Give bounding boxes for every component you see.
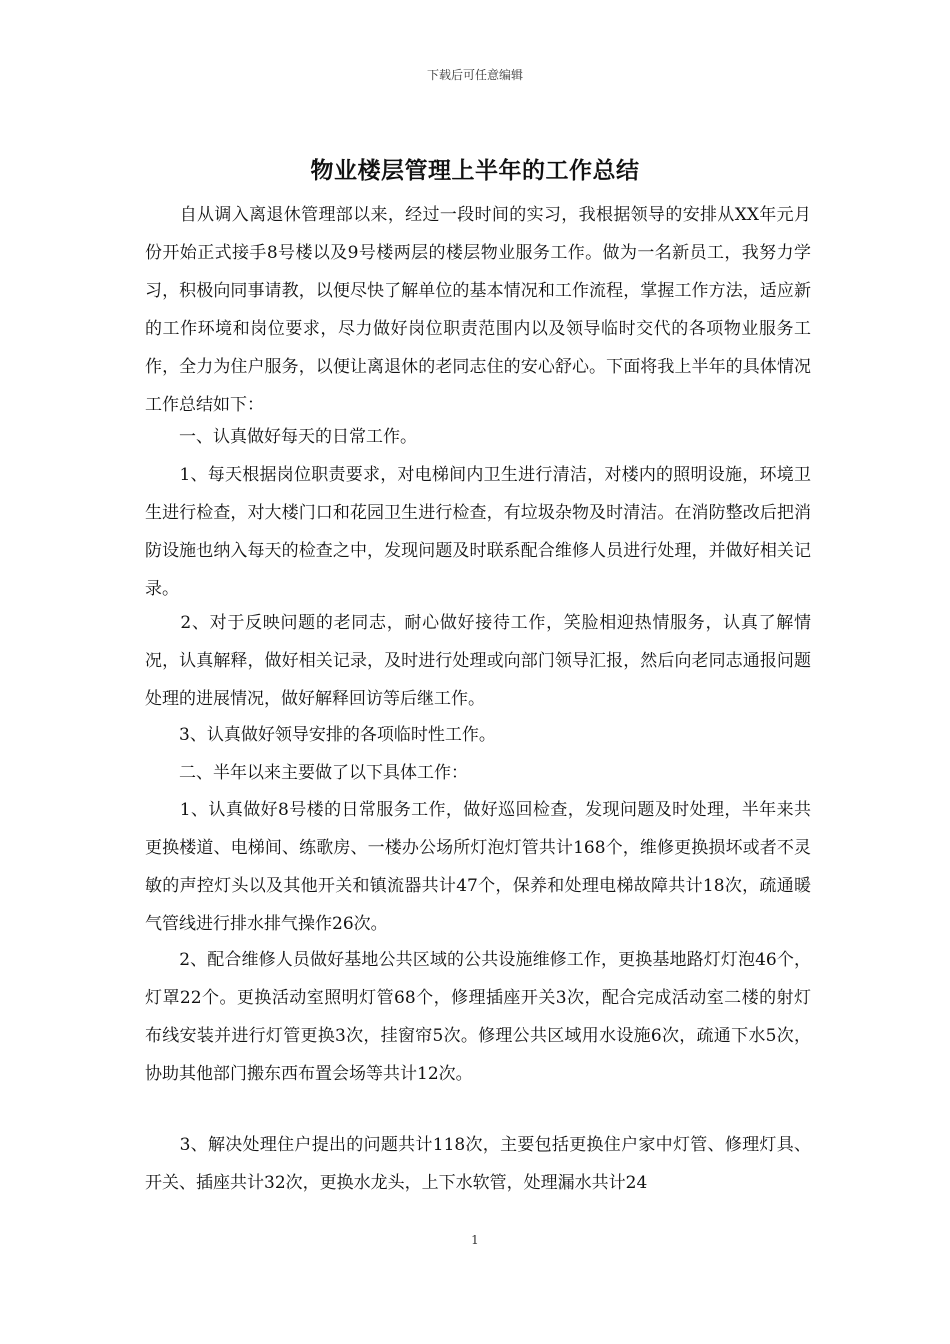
paragraph-2-2: 2、配合维修人员做好基地公共区域的公共设施维修工作，更换基地路灯灯泡46个，灯罩22个。更换活动室照明灯管68个，修理插座开关3次，配合完成活动室二楼的射灯布线安装并进行灯管更换3次，挂窗帘5次。修理公共区域用水设施6次，疏通下水5次，协助其他部门搬东西布置会场等共计12次。 — [145, 950, 811, 1084]
page-number: 1 — [471, 1233, 479, 1247]
paragraph-1-2: 2、对于反映问题的老同志，耐心做好接待工作，笑脸相迎热情服务，认真了解情况，认真解释，做好相关记录，及时进行处理或向部门领导汇报，然后向老同志通报问题处理的进展情况，做好解释回访等后继工作。 — [145, 613, 811, 709]
section-heading-1: 一、认真做好每天的日常工作。 — [145, 427, 417, 447]
section-heading-2: 二、半年以来主要做了以下具体工作： — [145, 763, 468, 783]
paragraph-2-1: 1、认真做好8号楼的日常服务工作，做好巡回检查，发现问题及时处理，半年来共更换楼道、电梯间、练歌房、一楼办公场所灯泡灯管共计168个，维修更换损坏或者不灵敏的声控灯头以及其他开关和镇流器共计47个，保养和处理电梯故障共计18次，疏通暖气管线进行排水排气操作26次。 — [145, 800, 811, 934]
paragraph-1-3: 3、认真做好领导安排的各项临时性工作。 — [145, 725, 496, 745]
header-note: 下载后可任意编辑 — [426, 68, 523, 82]
paragraph-intro: 自从调入离退休管理部以来，经过一段时间的实习，我根据领导的安排从XX年元月份开始正式接手8号楼以及9号楼两层的楼层物业服务工作。做为一名新员工，我努力学习，积极向同事请教，以便尽快了解单位的基本情况和工作流程，掌握工作方法，适应新的工作环境和岗位要求，尽力做好岗位职责范围内以及领导临时交代的各项物业服务工作，全力为住户服务，以便让离退休的老同志住的安心舒心。下面将我上半年的具体情况工作总结如下： — [145, 205, 811, 415]
paragraph-2-3: 3、解决处理住户提出的问题共计118次，主要包括更换住户家中灯管、修理灯具、开关、插座共计32次，更换水龙头，上下水软管，处理漏水共计24 — [145, 1135, 811, 1193]
paragraph-1-1: 1、每天根据岗位职责要求，对电梯间内卫生进行清洁，对楼内的照明设施，环境卫生进行检查，对大楼门口和花园卫生进行检查，有垃圾杂物及时清洁。在消防整改后把消防设施也纳入每天的检查之中，发现问题及时联系配合维修人员进行处理，并做好相关记录。 — [145, 465, 811, 599]
document-title: 物业楼层管理上半年的工作总结 — [310, 157, 640, 184]
